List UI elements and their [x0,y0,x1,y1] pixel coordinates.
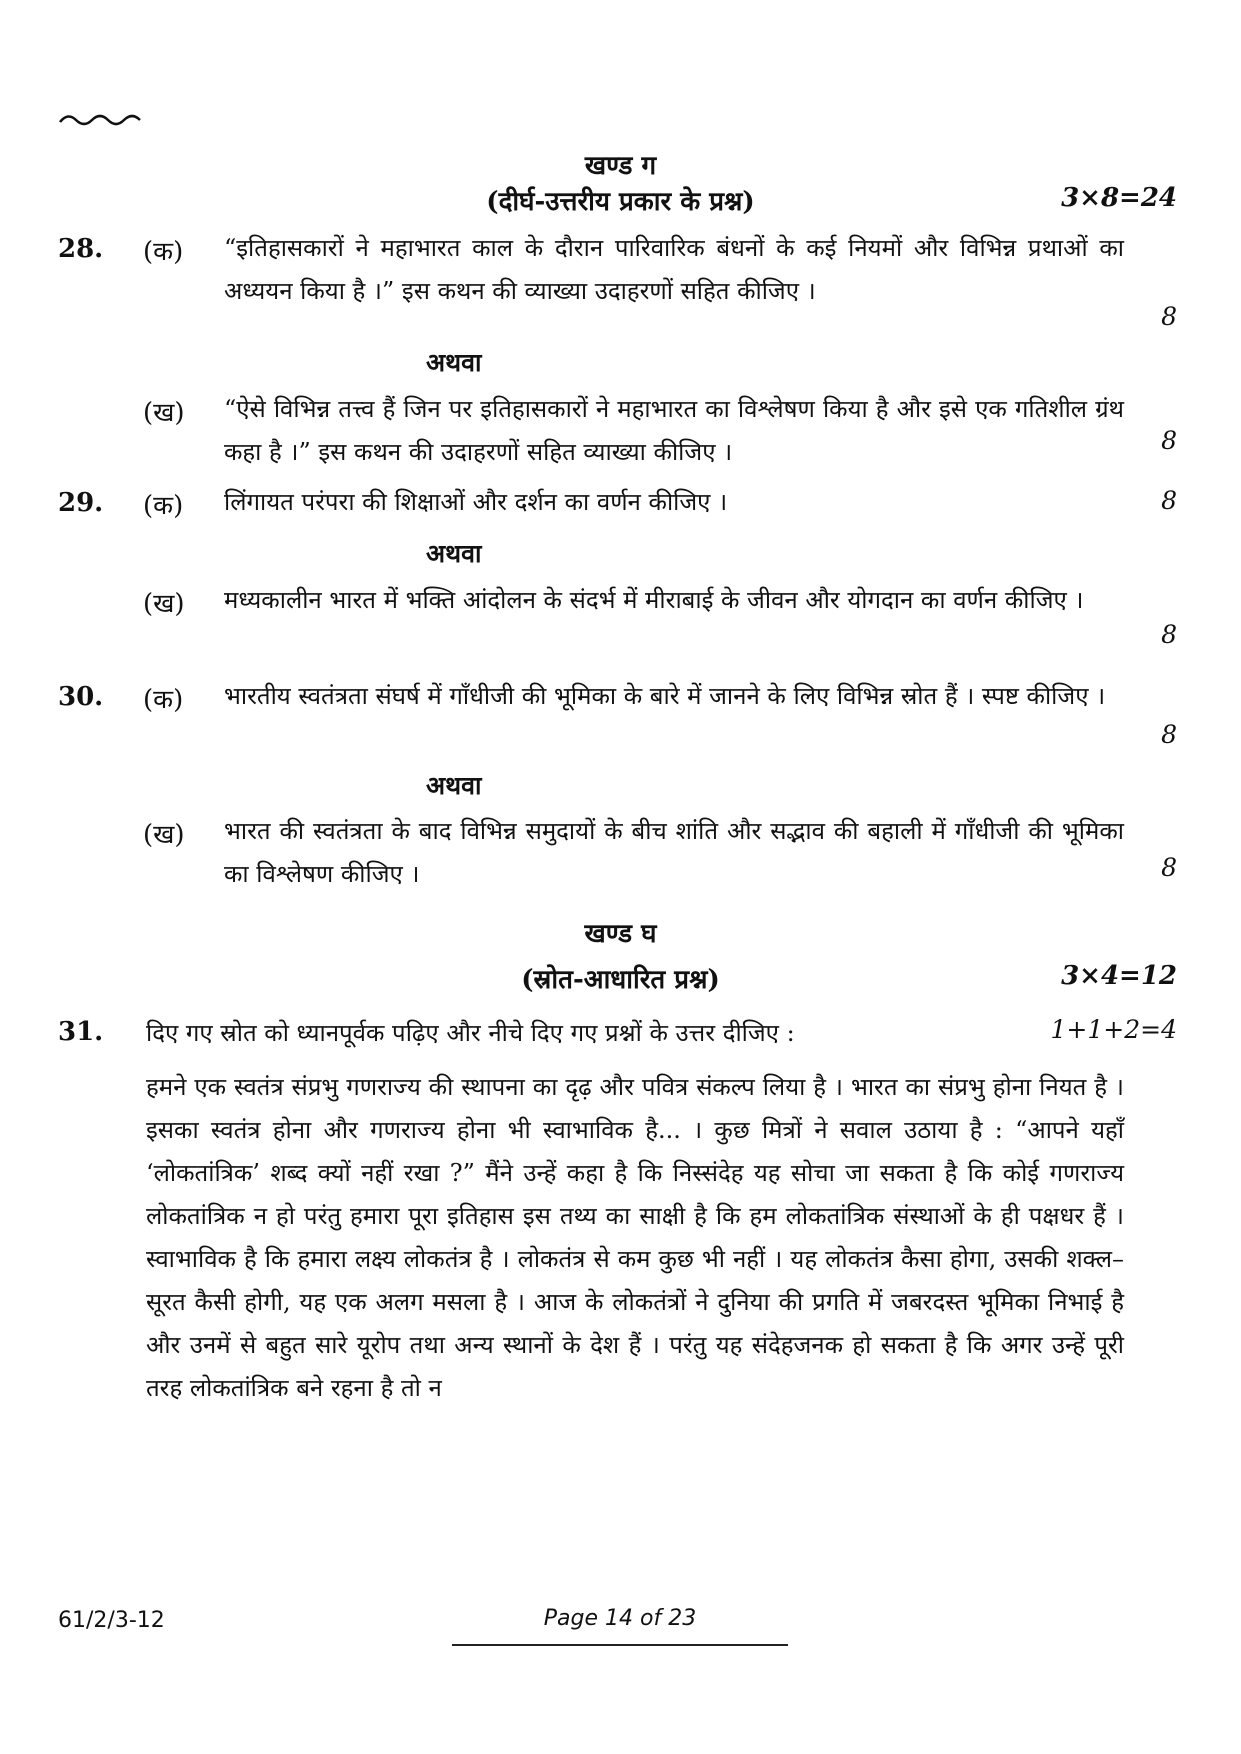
question-29-a-label: (क) [143,491,184,521]
paper-code: 61/2/3-12 [58,1608,165,1633]
source-passage: हमने एक स्वतंत्र संप्रभु गणराज्य की स्थापना का दृढ़ और पवित्र संकल्प लिया है । भारत का संप्रभु होना नियत है । इसका स्वतंत्र होना और गणराज्य होना भी स्वाभाविक है... । कुछ मित्रों ने सवाल उठाया है : “आपने यहाँ ‘लोकतांत्रिक’ शब्द क्यों नहीं रखा ?” मैंने उन्हें कहा है कि निस्संदेह यह सोचा जा सकता है कि कोई गणराज्य लोकतांत्रिक न हो परंतु हमारा पूरा इतिहास इस तथ्य का साक्षी है कि हम लोकतांत्रिक संस्थाओं के ही पक्षधर हैं । स्वाभाविक है कि हमारा लक्ष्य लोकतंत्र है । लोकतंत्र से कम कुछ भी नहीं । यह लोकतंत्र कैसा होगा, उसकी शक्ल–सूरत कैसी होगी, यह एक अलग मसला है । आज के लोकतंत्रों ने दुनिया की प्रगति में जबरदस्त भूमिका निभाई है और उनमें से बहुत सारे यूरोप तथा अन्य स्थानों के देश हैं । परंतु यह संदेहजनक हो सकता है कि अगर उन्हें पूरी तरह लोकतांत्रिक बने रहना है तो न [146,1073,1124,1402]
question-29-a-text: लिंगायत परंपरा की शिक्षाओं और दर्शन का वर्णन कीजिए । [224,488,728,516]
question-29-or: अथवा [426,539,482,568]
question-29-a-marks: 8 [1161,486,1177,515]
question-29-b-marks: 8 [1161,620,1177,649]
question-28-number: 28. [58,234,104,264]
question-30-number: 30. [58,682,104,712]
section-c-title: खण्ड ग [584,151,657,181]
question-28-a-text: “इतिहासकारों ने महाभारत काल के दौरान पारिवारिक बंधनों के कई नियमों और विभिन्न प्रथाओं का अध्ययन किया है ।” इस कथन की व्याख्या उदाहरणों सहित कीजिए । [224,234,1124,305]
question-28-b-marks: 8 [1161,426,1177,455]
question-31-marks: 1+1+2=4 [1050,1015,1177,1044]
question-30-a-text: भारतीय स्वतंत्रता संघर्ष में गाँधीजी की भूमिका के बारे में जानने के लिए विभिन्न स्रोत हैं । स्पष्ट कीजिए । [224,682,1106,710]
section-d-marks: 3×4=12 [1061,961,1177,991]
question-29-number: 29. [58,488,104,518]
question-29-b-text: मध्यकालीन भारत में भक्ति आंदोलन के संदर्भ में मीराबाई के जीवन और योगदान का वर्णन कीजिए । [224,586,1084,614]
wave-ornament-icon [58,108,158,132]
footer-divider [452,1644,788,1646]
question-30-b-marks: 8 [1161,853,1177,882]
question-31-text: दिए गए स्रोत को ध्यानपूर्वक पढ़िए और नीचे दिए गए प्रश्नों के उत्तर दीजिए : [146,1019,795,1047]
question-29-b-label: (ख) [143,589,185,619]
question-28-or: अथवा [426,348,482,377]
page-number: Page 14 of 23 [543,1606,697,1631]
question-28-b-text: “ऐसे विभिन्न तत्त्व हैं जिन पर इतिहासकारों ने महाभारत का विश्लेषण किया है और इसे एक गतिशील ग्रंथ कहा है ।” इस कथन की उदाहरणों सहित व्याख्या कीजिए । [224,395,1124,466]
section-d-subtitle: (स्रोत-आधारित प्रश्न) [521,965,720,995]
question-30-or: अथवा [426,771,482,800]
section-c-subtitle: (दीर्घ-उत्तरीय प्रकार के प्रश्न) [486,187,755,217]
question-30-b-text: भारत की स्वतंत्रता के बाद विभिन्न समुदायों के बीच शांति और सद्भाव की बहाली में गाँधीजी की भूमिका का विश्लेषण कीजिए । [224,817,1124,888]
question-30-b-label: (ख) [143,820,185,850]
question-30-a-label: (क) [143,685,184,715]
question-28-b-label: (ख) [143,398,185,428]
section-d-title: खण्ड घ [584,919,657,949]
section-c-marks: 3×8=24 [1061,183,1177,213]
question-28-a-marks: 8 [1161,302,1177,331]
question-28-a-label: (क) [143,237,184,267]
question-31-number: 31. [58,1017,104,1047]
question-30-a-marks: 8 [1161,720,1177,749]
